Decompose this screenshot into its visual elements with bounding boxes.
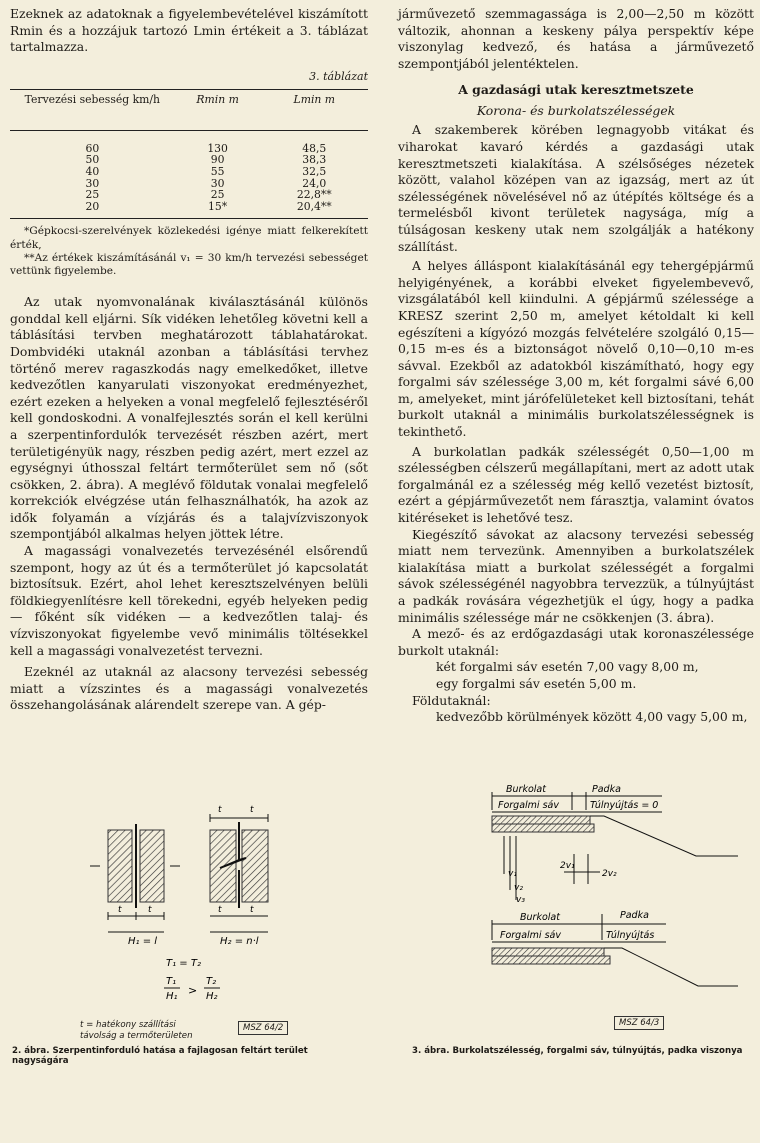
figure-3-diagram bbox=[476, 780, 746, 1030]
fig3-v2: v₂ bbox=[514, 883, 523, 893]
table-header-rmin: Rmin m bbox=[196, 92, 239, 106]
left-column bbox=[10, 6, 368, 714]
svg-text:H₂: H₂ bbox=[206, 991, 218, 1002]
paragraph-shoulder: A burkolatlan padkák szélességét 0,50—1,00 m szélességben célszerű megállapítani, mert az adott utak forgalmánál ez a szélesség még kellő vezetést biztosít, ezért a gépjárművezetőt nem fárasztja, valamint óvatos kitéréseket is lehetővé tesz. bbox=[398, 443, 754, 526]
fig2-h2: H₂ = n·l bbox=[220, 936, 259, 947]
table-row: 30 30 24,0 bbox=[85, 176, 327, 190]
table-row: 40 55 32,5 bbox=[85, 164, 327, 178]
section-heading: A gazdasági utak keresztmetszete bbox=[458, 82, 694, 98]
paragraph-crown-width: A mező- és az erdőgazdasági utak koronaszélessége burkolt utaknál: bbox=[398, 626, 754, 658]
right-column bbox=[398, 6, 754, 726]
fig3-forgalmi-bottom: Forgalmi sáv bbox=[500, 930, 561, 941]
svg-text:t: t bbox=[148, 905, 152, 915]
table-row: 60 130 48,5 bbox=[85, 141, 327, 155]
fig3-v3: v₃ bbox=[516, 895, 525, 905]
svg-text:T₁: T₁ bbox=[166, 976, 177, 987]
fig3-burkolat-bottom: Burkolat bbox=[520, 912, 560, 923]
svg-text:t: t bbox=[218, 805, 222, 815]
paragraph-vehicle-width: A helyes álláspont kialakításánál egy tehergépjármű helyigényének, a korábbi elveket figyelembevevő, vizsgálatából kell kiindulni. A gépjármű szélessége a KRESZ szerint 2,50 m, amelyet kétoldalt ki kell egészíteni a kígyózó mozgás felvételére szolgáló 0,15—0,15 m-es és a biztonságot növelő 0,10—0,10 m-es sávval. Ezekből az adatokból kiszámítható, hogy egy forgalmi sáv szélessége 3,00 m, két forgalmi sávé 6,00 m, amelyeket, mint járófelületeket kell biztosítani, tehát burkolt utaknál a minimális burkolatszélességnek is tekinthető. bbox=[398, 258, 754, 440]
figure-2-caption: 2. ábra. Szerpentinforduló hatása a fajlagosan feltárt terület nagyságára bbox=[12, 1046, 308, 1066]
table-note-1: *Gépkocsi-szerelvények közlekedési igénye miatt felkerekített érték, bbox=[10, 225, 368, 251]
table-note-2: **Az értékek kiszámításánál v₁ = 30 km/h tervezési sebességet vettünk figyelembe. bbox=[10, 251, 368, 277]
paragraph-dirt-roads: Földutaknál: bbox=[412, 692, 491, 708]
fig3-stamp: MSZ 64/3 bbox=[614, 1016, 664, 1030]
fig3-v1: v₁ bbox=[508, 869, 517, 879]
table-row: 20 15* 20,4** bbox=[85, 199, 332, 213]
list-item: egy forgalmi sáv esetén 5,00 m. bbox=[436, 675, 637, 691]
paragraph-vertical: A magassági vonalvezetés tervezésénél elsőrendű szempont, hogy az út és a termőterület jó kapcsolatát biztosítsuk. Ezért, ahol lehet keresztszelvényen belüli földkiegyenlítésre kell törekedni, egyéb helyeken pedig — főként sík vidéken — a kedvezőtlen talaj- és vízviszonyokat figyelembe vevő minimális töltésekkel kell a magassági vonalvezetést tervezni. bbox=[10, 543, 368, 658]
fig3-padka-bottom: Padka bbox=[620, 910, 649, 921]
table-header-lmin: Lmin m bbox=[293, 92, 336, 106]
svg-text:H₁: H₁ bbox=[166, 991, 178, 1002]
fig3-tulnyujtas: Túlnyújtás bbox=[606, 930, 655, 941]
fig2-stamp: MSZ 64/2 bbox=[238, 1021, 288, 1035]
intro-paragraph: Ezeknek az adatoknak a figyelembevételével kiszámított Rmin és a hozzájuk tartozó Lmin értékeit a 3. táblázat tartalmazza. bbox=[10, 6, 368, 55]
figure-3-caption: 3. ábra. Burkolatszélesség, forgalmi sáv, túlnyújtás, padka viszonya bbox=[412, 1046, 743, 1056]
list-item: két forgalmi sáv esetén 7,00 vagy 8,00 m, bbox=[436, 659, 699, 675]
svg-text:T₂: T₂ bbox=[206, 976, 217, 987]
fig3-tulnyujtas0: Túlnyújtás = 0 bbox=[590, 800, 659, 811]
fig2-eq1: T₁ = T₂ bbox=[166, 958, 201, 969]
svg-text:t: t bbox=[218, 905, 222, 915]
fig3-2v1: 2v₁ bbox=[560, 861, 575, 871]
paragraph-low-speed: Ezeknél az utaknál az alacsony tervezési sebesség miatt a vízszintes és a magassági vonalvezetés összehangolásának alárendelt szerepe van. A gép- bbox=[10, 664, 368, 713]
paragraph-route: Az utak nyomvonalának kiválasztásánál különös gonddal kell eljárni. Sík vidéken lehetőleg követni kell a táblásítási tervben meghatározott táblahatárokat. Dombvidéki utaknál azonban a táblásítási tervhez történő merev ragaszkodás nagy emelkedőket, illetve kedvezőtlen kanyarulati viszonyokat eredményezhet, ezért ezeken a helyeken a vonal megfelelő fejlesztéséről kell gondoskodni. A vonalfejlesztés során el kell kerülni a szerpentinfordulók tervezését részben azért, mert területigényük nagy, részben pedig azért, mert ezzel az egységnyi úthosszal feltárt termőterület sem nő (sőt csökken, 2. ábra). A meglévő földutak vonalai megfelelő korrekciók elvégzése után felhasználhatók, ha azok az idők folyamán a vízjárás és a talajvízviszonyok szempontjából alkalmas helyen jöttek létre. bbox=[10, 294, 368, 542]
table-row: 50 90 38,3 bbox=[85, 153, 327, 167]
fig2-h1: H₁ = l bbox=[128, 936, 158, 947]
table-header-speed: Tervezési sebesség km/h bbox=[24, 92, 160, 106]
fig3-forgalmi-top: Forgalmi sáv bbox=[498, 800, 559, 811]
fig3-2v2: 2v₂ bbox=[602, 869, 617, 879]
svg-text:t: t bbox=[250, 805, 254, 815]
fig2-t-definition: t = hatékony szállítási távolság a termőterületen bbox=[80, 1020, 193, 1041]
paragraph-extra-lanes: Kiegészítő sávokat az alacsony tervezési sebesség miatt nem tervezünk. Amennyiben a burkolatszélek kialakítása miatt a burkolat szélességét a forgalmi sávok szélességénél nagyobbra tervezzük, a túlnyújtást a padkák rovására végezhetjük el úgy, hogy a padka minimális szélessége már ne csökkenjen (3. ábra). bbox=[398, 526, 754, 625]
table-label: 3. táblázat bbox=[309, 69, 368, 83]
svg-text:t: t bbox=[250, 905, 254, 915]
fig3-burkolat-top: Burkolat bbox=[506, 784, 546, 795]
section-subheading: Korona- és burkolatszélességek bbox=[476, 103, 676, 119]
figure-2-diagram bbox=[70, 800, 310, 1040]
svg-text:>: > bbox=[188, 984, 198, 997]
list-item: kedvezőbb körülmények között 4,00 vagy 5,00 m, bbox=[436, 709, 748, 725]
svg-text:t: t bbox=[118, 905, 122, 915]
paragraph-driver-eye: járművezető szemmagassága is 2,00—2,50 m között változik, ahonnan a keskeny pálya perspektív képe viszonylag kedvező, és hatása a járművezető szempontjából jelentéktelen. bbox=[398, 6, 754, 71]
table-row: 25 25 22,8** bbox=[85, 188, 332, 202]
fig3-padka-top: Padka bbox=[592, 784, 621, 795]
table-3 bbox=[10, 94, 368, 213]
paragraph-debate: A szakemberek körében legnagyobb vitákat és viharokat kavaró kérdés a gazdasági utak keresztmetszeti kialakítása. A szélsőséges nézetek között, valahol középen van az igazság, mert az út szélességének növelésével nő az útépítés költsége és a termelésből kivont területek nagysága, míg a túlságosan keskeny utak nem szolgálják a hatékony szállítást. bbox=[398, 122, 754, 254]
